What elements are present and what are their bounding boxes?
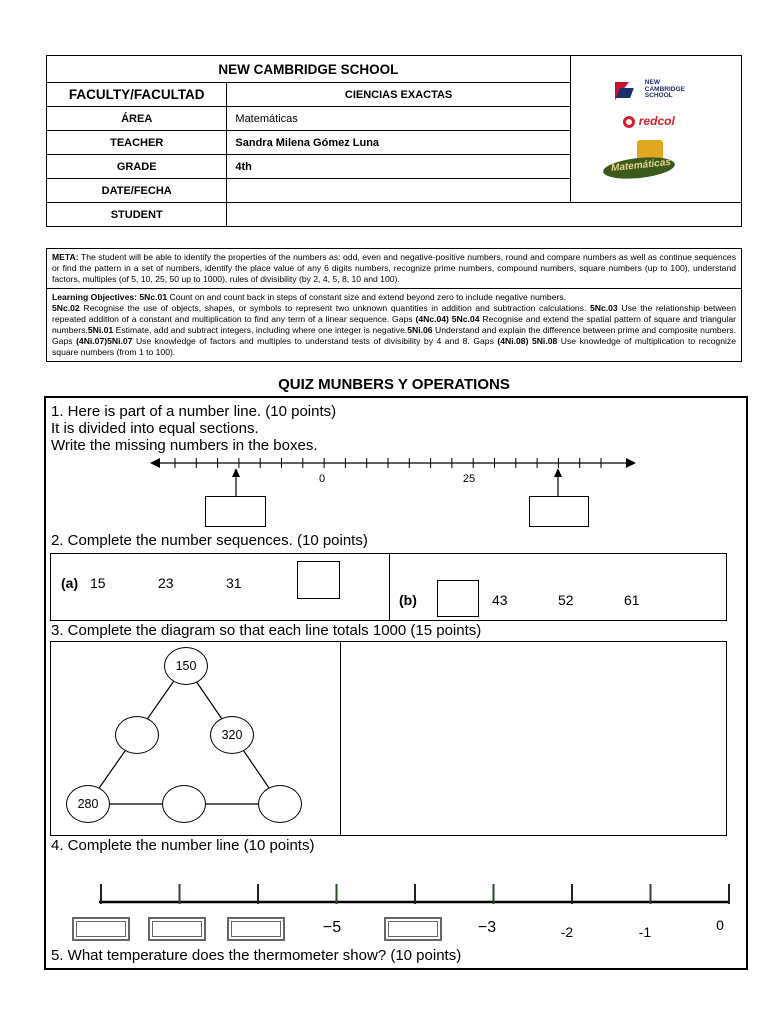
q1-pointer-right-arrow-icon	[554, 468, 562, 477]
date-field[interactable]	[227, 179, 570, 203]
q2-a-answer-box[interactable]	[297, 561, 340, 599]
student-field[interactable]	[227, 203, 742, 227]
q4-label-minus5: −5	[322, 919, 342, 936]
lo-text-6: Understand and explain the difference between prime and composite numbers. Gaps	[52, 325, 736, 346]
lo-code-2: 5Nc.02	[52, 303, 80, 313]
q4-label-0: 0	[716, 917, 724, 933]
ncs-logo-line1: NEW	[644, 79, 660, 86]
area-label: ÁREA	[47, 107, 227, 131]
lo-text-8: Use knowledge of multiplication to recognize square numbers (from 1 to 100).	[52, 336, 736, 357]
ncs-logo	[615, 80, 705, 106]
lo-text-7: Use knowledge of factors and multiples to understand tests of divisibility by 4 and 8. Gaps	[132, 336, 498, 346]
q2-divider	[389, 553, 390, 621]
q1-line2: It is divided into equal sections.	[51, 420, 259, 437]
redcol-logo	[621, 114, 701, 130]
learning-objectives-paragraph	[47, 288, 741, 361]
q2-title: 2. Complete the number sequences. (10 points)	[51, 532, 368, 549]
ncs-flag-blue-icon	[616, 88, 634, 98]
q1-label-0: 0	[318, 473, 326, 485]
lo-code-3: 5Nc.03	[590, 303, 618, 313]
q1-number-line	[150, 452, 640, 500]
lo-code-7: (4Ni.07)5Ni.07	[76, 336, 133, 346]
q3-circle-bottom-middle-empty[interactable]	[162, 785, 206, 823]
lo-text-4: Recognise and extend the spatial pattern of square and triangular numbers.	[52, 314, 736, 335]
q4-label-minus2: -2	[560, 924, 574, 940]
q1-arrow-left-icon	[150, 458, 160, 468]
q2-a-label: (a)	[61, 575, 79, 591]
q1-answer-box-right[interactable]	[529, 496, 589, 527]
ncs-logo-line3: SCHOOL	[644, 92, 673, 99]
student-label: STUDENT	[47, 203, 227, 227]
grade-value: 4th	[227, 155, 570, 179]
meta-paragraph	[47, 249, 741, 288]
teacher-label: TEACHER	[47, 131, 227, 155]
lo-text-5: Estimate, add and subtract integers, including where one integer is negative.	[113, 325, 408, 335]
q5-title: 5. What temperature does the thermometer show? (10 points)	[51, 947, 462, 964]
q4-label-minus1: -1	[638, 924, 652, 940]
meta-label: META:	[52, 252, 79, 262]
faculty-label: FACULTY/FACULTAD	[47, 83, 227, 107]
q2-a-value-2: 23	[158, 575, 174, 591]
q2-b-value-2: 52	[558, 592, 574, 608]
school-name: NEW CAMBRIDGE SCHOOL	[47, 56, 571, 83]
q2-b-label: (b)	[399, 592, 417, 608]
q1-line1: 1. Here is part of a number line. (10 points)	[51, 403, 337, 420]
logo-cell	[570, 56, 741, 203]
q4-title: 4. Complete the number line (10 points)	[51, 837, 315, 854]
lo-text-3: Use the relationship between repeated addition of a constant and multiplication to find any term of a linear sequence. Gaps	[52, 303, 736, 324]
q3-circle-left-empty[interactable]	[115, 716, 159, 754]
q1-pointer-left-arrow-icon	[232, 468, 240, 477]
q3-circle-bottom-right-empty[interactable]	[258, 785, 302, 823]
matematicas-logo-text: Matemáticas	[610, 156, 672, 175]
lo-code-4: (4Nc.04) 5Nc.04	[415, 314, 480, 324]
q4-answer-box-3[interactable]	[227, 917, 285, 941]
q1-answer-box-left[interactable]	[205, 496, 266, 527]
q1-ticks	[175, 458, 601, 468]
q4-answer-box-4[interactable]	[384, 917, 442, 941]
q3-circle-bottom-left: 280	[66, 785, 110, 823]
objectives-box	[46, 248, 742, 362]
ncs-logo-line2: CAMBRIDGE	[644, 85, 685, 93]
header-table	[46, 55, 742, 227]
q2-a-value-1: 15	[90, 575, 106, 591]
lo-code-8: (4Ni.08) 5Ni.08	[497, 336, 558, 346]
q2-b-answer-box[interactable]	[437, 580, 479, 617]
q3-circle-top: 150	[164, 647, 208, 685]
lo-code-5: 5Ni.01	[87, 325, 114, 335]
meta-text: The student will be able to identify the properties of the numbers as: odd, even and negative-positive numbers, round and compare numbers as well as continue sequences or find the pattern in a set of numbers, identify the place value of any 6 digits numbers, recognize prime numbers, compound numbers, square numbers (up to 100), understand factors, multiples (of 5, 10, 25, 50 up to 1000), rules of divisibility (by 2, 4, 5, 8, 10 and 100).	[52, 252, 736, 284]
q2-b-value-3: 61	[624, 592, 640, 608]
date-label: DATE/FECHA	[47, 179, 227, 203]
q1-arrow-right-icon	[626, 458, 636, 468]
lo-code-6: 5Ni.06	[407, 325, 433, 335]
q2-b-value-1: 43	[492, 592, 508, 608]
quiz-title: QUIZ MUNBERS Y OPERATIONS	[278, 376, 510, 393]
matematicas-logo	[599, 140, 679, 184]
q1-line3: Write the missing numbers in the boxes.	[51, 437, 318, 454]
q4-number-line	[95, 880, 735, 910]
q3-circle-right: 320	[210, 716, 254, 754]
q1-label-25: 25	[462, 473, 476, 485]
q3-title: 3. Complete the diagram so that each line totals 1000 (15 points)	[51, 622, 482, 639]
redcol-text: redcol	[638, 114, 675, 128]
lo-text-2: Recognise the use of objects, shapes, or symbols to represent two unknown quantities in addition and subtraction calculations.	[79, 303, 590, 313]
grade-label: GRADE	[47, 155, 227, 179]
q2-a-value-3: 31	[226, 575, 242, 591]
area-value: Matemáticas	[227, 107, 570, 131]
q4-answer-box-2[interactable]	[148, 917, 206, 941]
teacher-value: Sandra Milena Gómez Luna	[227, 131, 570, 155]
lo-text-1: Count on and count back in steps of constant size and extend beyond zero to include negative numbers.	[167, 292, 567, 302]
q4-answer-box-1[interactable]	[72, 917, 130, 941]
q3-divider	[340, 641, 341, 836]
lo-label: Learning Objectives: 5Nc.01	[52, 292, 168, 302]
redcol-swirl-icon	[623, 116, 635, 128]
q4-label-minus3: −3	[477, 919, 497, 936]
faculty-value: CIENCIAS EXACTAS	[227, 83, 570, 107]
